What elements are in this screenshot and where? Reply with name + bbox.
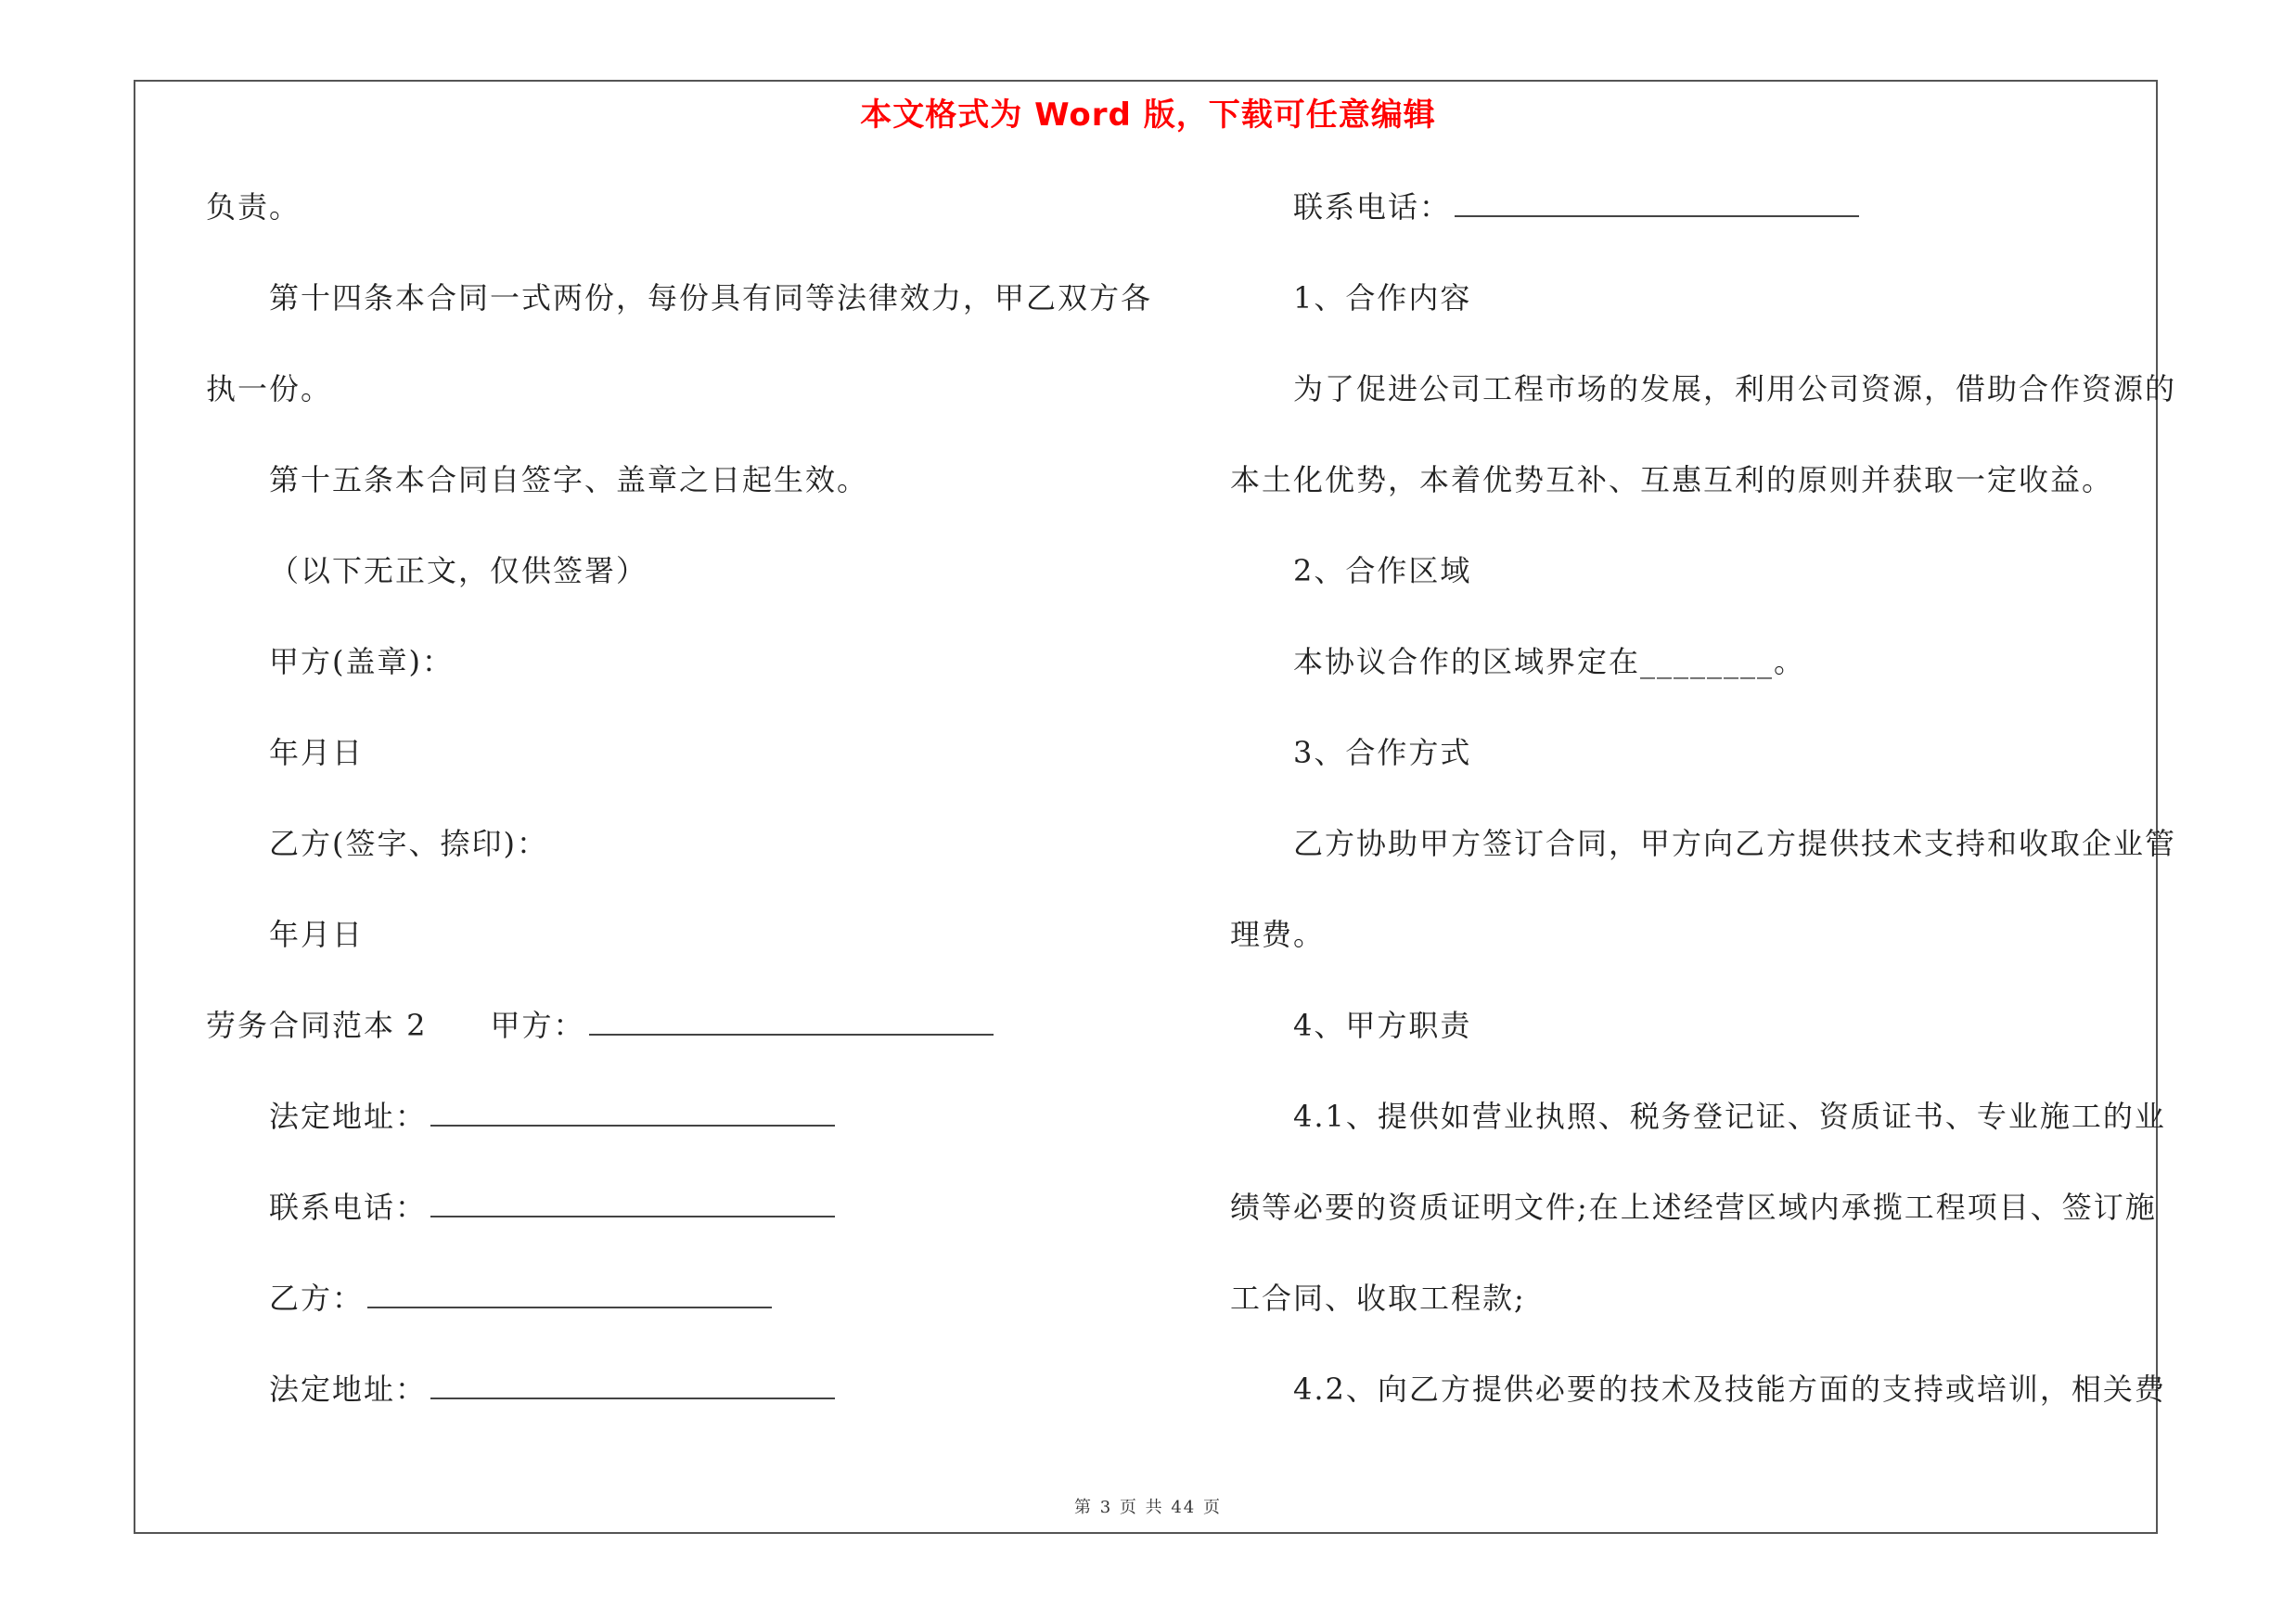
section-heading: 3、合作方式 (1293, 735, 1472, 770)
paragraph-line: 4.2、向乙方提供必要的技术及技能方面的支持或培训，相关费 (1293, 1372, 2166, 1407)
date-line: 年月日 (269, 735, 365, 770)
paragraph-line: （以下无正文，仅供签署） (269, 553, 648, 588)
address-line: 法定地址： (269, 1095, 835, 1138)
party-b-sign-line: 乙方(签字、捺印)： (269, 826, 548, 861)
fill-in-blank (589, 1006, 994, 1036)
paragraph-line: 负责。 (206, 189, 301, 225)
party-a-seal-line: 甲方(盖章)： (269, 644, 454, 679)
fill-in-blank (430, 1188, 835, 1217)
date-line: 年月日 (269, 917, 365, 952)
fill-in-blank (1455, 187, 1859, 217)
phone-line: 联系电话： (1293, 186, 1859, 228)
paragraph-line: 绩等必要的资质证明文件;在上述经营区域内承揽工程项目、签订施 (1230, 1190, 2157, 1225)
paragraph-line: 理费。 (1230, 917, 1326, 952)
section-heading: 4、甲方职责 (1293, 1008, 1472, 1043)
paragraph-line: 第十五条本合同自签字、盖章之日起生效。 (269, 462, 869, 497)
phone-line: 联系电话： (269, 1186, 835, 1229)
paragraph-line: 为了促进公司工程市场的发展，利用公司资源，借助合作资源的 (1293, 371, 2177, 406)
paragraph-line: 乙方协助甲方签订合同，甲方向乙方提供技术支持和收取企业管 (1293, 826, 2177, 861)
section-heading: 2、合作区域 (1293, 553, 1472, 588)
party-b-line: 乙方： (269, 1277, 772, 1320)
address-line: 法定地址： (269, 1368, 835, 1410)
format-banner: 本文格式为 Word 版，下载可任意编辑 (860, 97, 1436, 134)
paragraph-line: 本土化优势，本着优势互补、互惠互利的原则并获取一定收益。 (1230, 462, 2114, 497)
contract-heading-line: 劳务合同范本 2 甲方： (206, 1004, 994, 1047)
fill-in-blank (367, 1279, 772, 1308)
paragraph-line: 第十四条本合同一式两份，每份具有同等法律效力，甲乙双方各 (269, 280, 1153, 316)
fill-in-blank (430, 1370, 835, 1399)
paragraph-line: 工合同、收取工程款; (1230, 1281, 1526, 1316)
section-heading: 1、合作内容 (1293, 280, 1472, 316)
paragraph-line: 执一份。 (206, 371, 333, 406)
page-number: 第 3 页 共 44 页 (1074, 1498, 1222, 1517)
paragraph-line: 4.1、提供如营业执照、税务登记证、资质证书、专业施工的业 (1293, 1099, 2166, 1134)
paragraph-line: 本协议合作的区域界定在________。 (1293, 644, 1806, 679)
fill-in-blank (430, 1097, 835, 1127)
